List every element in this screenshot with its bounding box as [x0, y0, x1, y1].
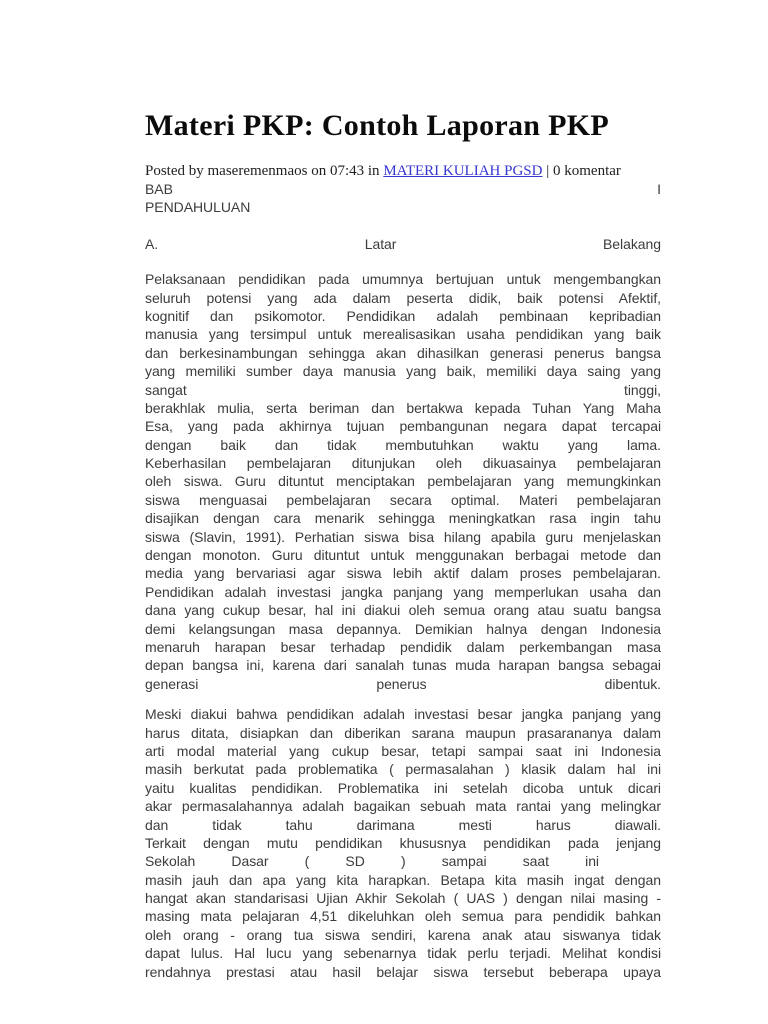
paragraph-line: Keberhasilan pembelajaran ditunjukan oleh dikuasainya pembelajaran	[145, 455, 661, 472]
paragraph-line: oleh orang - orang tua siswa sendiri, karena anak atau siswanya tidak	[145, 926, 661, 943]
paragraph-line: siswa (Slavin, 1991). Perhatian siswa bisa hilang apabila guru menjelaskan	[145, 528, 661, 545]
paragraph-line: dana yang cukup besar, hal ini diakui oleh semua orang atau suatu bangsa	[145, 602, 661, 619]
byline-prefix: Posted by maseremenmaos on 07:43 in	[145, 163, 384, 179]
paragraph-line: siswa menguasai pembelajaran secara optimal. Materi pembelajaran	[145, 491, 661, 508]
paragraph-1	[145, 270, 661, 693]
post-byline	[145, 162, 661, 180]
paragraph-line: manusia yang tersimpul untuk merealisasikan usaha pendidikan yang baik	[145, 326, 661, 343]
paragraph-line: rendahnya prestasi atau hasil belajar siswa tersebut beberapa upaya	[145, 963, 661, 980]
paragraph-line: dapat lulus. Hal lucu yang sebenarnya tidak perlu terjadi. Melihat kondisi	[145, 945, 661, 962]
paragraph-line: depan bangsa ini, karena dari sanalah tunas muda harapan bangsa sebagai	[145, 657, 661, 674]
post-title: Materi PKP: Contoh Laporan PKP	[145, 109, 609, 142]
paragraph-line: masing mata pelajaran 4,51 dikeluhkan oleh semua para pendidik bahkan	[145, 908, 661, 925]
paragraph-line: dengan monoton. Guru dituntut untuk menggunakan berbagai metode dan	[145, 547, 661, 564]
paragraph-line: Pendidikan adalah investasi jangka panjang yang memperlukan usaha dan	[145, 583, 661, 600]
paragraph-line: sangat tinggi,	[145, 381, 661, 398]
paragraph-line: dan berkesinambungan sehingga akan dihasilkan generasi penerus bangsa	[145, 344, 661, 361]
paragraph-line: generasi penerus dibentuk.	[145, 675, 661, 692]
paragraph-line: arti modal material yang cukup besar, tetapi sampai saat ini Indonesia	[145, 742, 661, 759]
category-link[interactable]: MATERI KULIAH PGSD	[383, 163, 543, 179]
paragraph-line: harus ditata, disiapkan dan diberikan sarana maupun prasarananya dalam	[145, 724, 661, 741]
section-heading-latar-belakang	[145, 235, 661, 253]
paragraph-line: yaitu kualitas pendidikan. Problematika ini setelah dicoba untuk dicari	[145, 779, 661, 796]
paragraph-line: akar permasalahannya adalah bagaikan sebuah mata rantai yang melingkar	[145, 798, 661, 815]
paragraph-line: seluruh potensi yang ada dalam peserta didik, baik potensi Afektif,	[145, 289, 661, 306]
chapter-heading-line: PENDAHULUAN	[145, 199, 251, 216]
paragraph-line: menaruh harapan besar terhadap pendidik dalam perkembangan masa	[145, 638, 661, 655]
chapter-heading-line: BAB I	[145, 181, 661, 197]
paragraph-line: masih jauh dan apa yang kita harapkan. Betapa kita masih ingat dengan	[145, 871, 661, 888]
chapter-heading	[145, 180, 661, 217]
paragraph-line: berakhlak mulia, serta beriman dan bertakwa kepada Tuhan Yang Maha	[145, 399, 661, 416]
paragraph-line: Meski diakui bahwa pendidikan adalah investasi besar jangka panjang yang	[145, 706, 661, 723]
byline-suffix: | 0 komentar	[542, 163, 621, 179]
paragraph-line: masih berkutat pada problematika ( permasalahan ) klasik dalam hal ini	[145, 761, 661, 778]
paragraph-line: Sekolah Dasar ( SD ) sampai saat ini	[145, 853, 599, 870]
paragraph-line: demi kelangsungan masa depannya. Demikian halnya dengan Indonesia	[145, 620, 661, 637]
paragraph-line: oleh siswa. Guru dituntut menciptakan pembelajaran yang memungkinkan	[145, 473, 661, 490]
paragraph-line: yang memiliki sumber daya manusia yang baik, memiliki daya saing yang	[145, 363, 661, 380]
paragraph-line: kognitif dan psikomotor. Pendidikan adalah pembinaan kepribadian	[145, 307, 661, 324]
paragraph-line: disajikan dengan cara menarik sehingga meningkatkan rasa ingin tahu	[145, 510, 661, 527]
paragraph-line: dengan baik dan tidak membutuhkan waktu yang lama.	[145, 436, 661, 453]
paragraph-line: dan tidak tahu darimana mesti harus diawali.	[145, 816, 661, 833]
paragraph-line: Esa, yang pada akhirnya tujuan pembangunan negara dapat tercapai	[145, 418, 661, 435]
paragraph-line: hangat akan standarisasi Ujian Akhir Sekolah ( UAS ) dengan nilai masing -	[145, 890, 661, 907]
section-heading-line: A. Latar Belakang	[145, 235, 661, 252]
paragraph-2	[145, 705, 661, 981]
paragraph-line: media yang bervariasi agar siswa lebih aktif dalam proses pembelajaran.	[145, 565, 661, 582]
paragraph-line: Pelaksanaan pendidikan pada umumnya bertujuan untuk mengembangkan	[145, 271, 661, 288]
paragraph-line: Terkait dengan mutu pendidikan khususnya pendidikan pada jenjang	[145, 834, 661, 851]
